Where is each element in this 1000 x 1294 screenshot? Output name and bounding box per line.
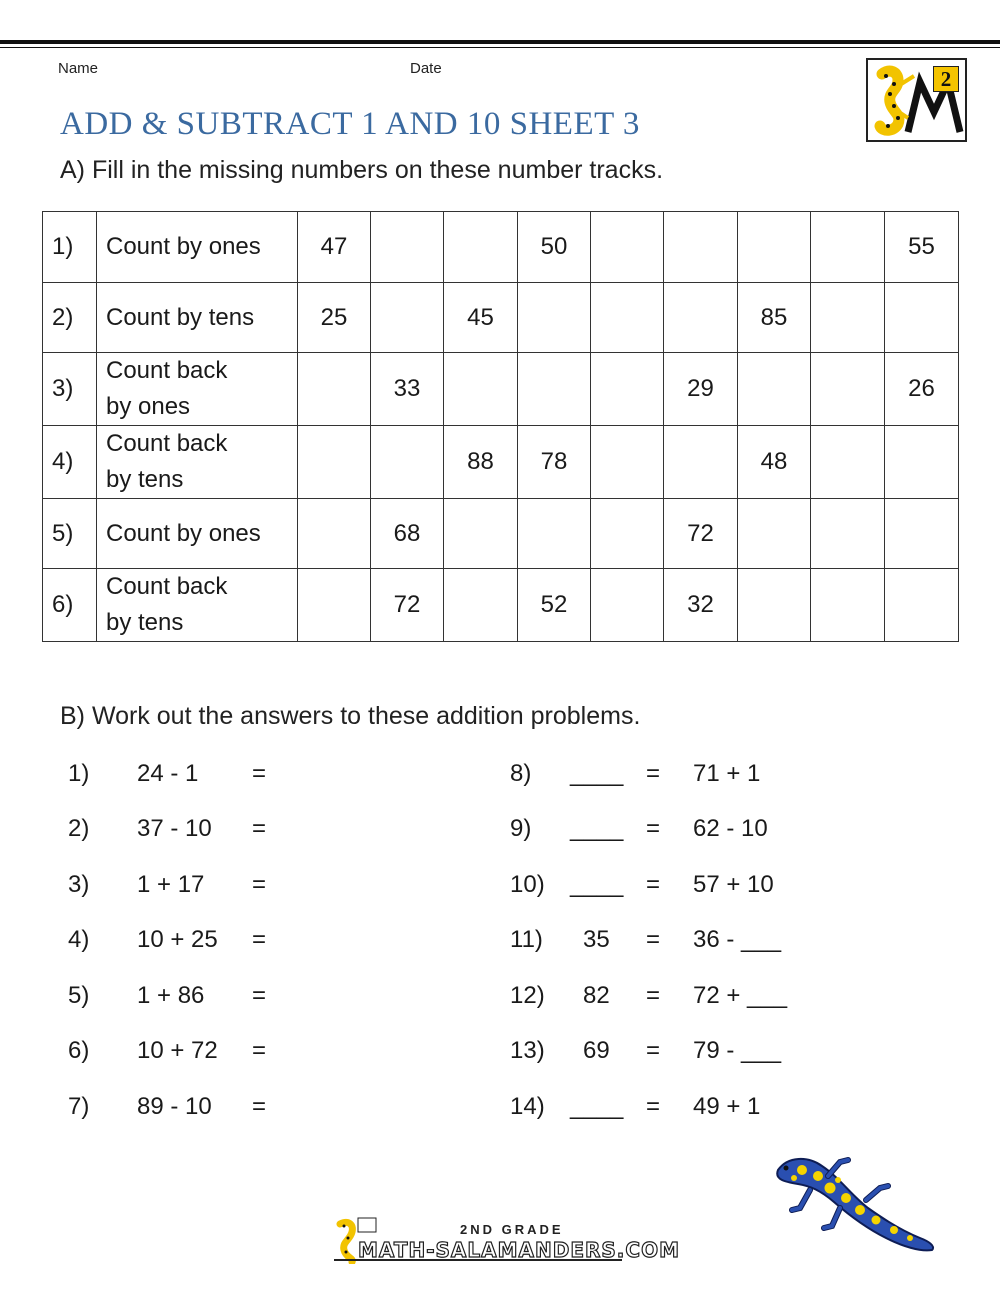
track-index: 1) — [43, 212, 97, 283]
track-blank-cell[interactable] — [518, 499, 591, 569]
track-number-cell: 55 — [885, 212, 959, 283]
problem-equals: = — [646, 871, 661, 898]
track-number-cell: 50 — [518, 212, 591, 283]
track-blank-cell[interactable] — [811, 426, 885, 499]
track-number-cell: 48 — [738, 426, 811, 499]
track-blank-cell[interactable] — [591, 426, 664, 499]
track-blank-cell[interactable] — [664, 426, 738, 499]
problem-equals: = — [646, 815, 661, 842]
answer-blank[interactable]: ____ — [570, 815, 624, 842]
answer-blank[interactable]: ____ — [570, 1093, 624, 1120]
problem-number: 5) — [68, 982, 90, 1009]
track-row — [43, 569, 959, 642]
problem-number: 11) — [510, 926, 543, 953]
track-blank-cell[interactable] — [444, 499, 518, 569]
track-blank-cell[interactable] — [885, 426, 959, 499]
track-blank-cell[interactable] — [444, 353, 518, 426]
track-description — [97, 212, 298, 283]
footer-site-name: MATH-SALAMANDERS.COM — [358, 1238, 680, 1262]
track-blank-cell[interactable] — [664, 283, 738, 353]
track-number-cell: 72 — [664, 499, 738, 569]
track-description — [97, 569, 298, 642]
problem-number: 3) — [68, 871, 90, 898]
problem-equals: = — [646, 926, 661, 953]
track-blank-cell[interactable] — [738, 353, 811, 426]
problem-expression: 49 + 1 — [693, 1093, 761, 1120]
problem-number: 10) — [510, 871, 545, 898]
track-blank-cell[interactable] — [371, 426, 444, 499]
track-blank-cell[interactable] — [444, 212, 518, 283]
track-number-cell: 33 — [371, 353, 444, 426]
track-blank-cell[interactable] — [885, 569, 959, 642]
problem-equals: = — [252, 760, 267, 787]
track-blank-cell[interactable] — [738, 569, 811, 642]
problem-number: 8) — [510, 760, 532, 787]
track-row — [43, 426, 959, 499]
track-row — [43, 499, 959, 569]
track-blank-cell[interactable] — [591, 499, 664, 569]
track-blank-cell[interactable] — [298, 353, 371, 426]
track-row — [43, 212, 959, 283]
problem-expression: 24 - 1 — [137, 760, 199, 787]
page-title: ADD & SUBTRACT 1 AND 10 SHEET 3 — [60, 106, 640, 142]
track-number-cell: 45 — [444, 283, 518, 353]
answer-blank[interactable]: ____ — [570, 760, 624, 787]
problem-expression: 36 - ___ — [693, 926, 782, 953]
track-blank-cell[interactable] — [298, 426, 371, 499]
problem-equals: = — [646, 1093, 661, 1120]
track-number-cell: 88 — [444, 426, 518, 499]
track-row — [43, 283, 959, 353]
track-index: 4) — [43, 426, 97, 499]
track-index: 2) — [43, 283, 97, 353]
track-blank-cell[interactable] — [811, 569, 885, 642]
track-number-cell: 52 — [518, 569, 591, 642]
track-blank-cell[interactable] — [811, 499, 885, 569]
track-description — [97, 499, 298, 569]
track-blank-cell[interactable] — [591, 353, 664, 426]
top-rule-thin — [0, 47, 1000, 48]
track-description — [97, 353, 298, 426]
problem-number: 12) — [510, 982, 545, 1009]
track-blank-cell[interactable] — [591, 569, 664, 642]
problem-expression: 71 + 1 — [693, 760, 761, 787]
problem-equals: = — [252, 1037, 267, 1064]
track-description-line: Count by ones — [106, 233, 261, 260]
track-blank-cell[interactable] — [518, 283, 591, 353]
answer-blank[interactable]: ____ — [570, 871, 624, 898]
track-blank-cell[interactable] — [738, 212, 811, 283]
track-number-cell: 78 — [518, 426, 591, 499]
problem-value: 69 — [583, 1037, 610, 1064]
problem-equals: = — [646, 982, 661, 1009]
section-b-instruction: B) Work out the answers to these addition problems. — [60, 702, 641, 730]
track-description-line: Count by ones — [106, 519, 261, 547]
problem-equals: = — [646, 1037, 661, 1064]
track-blank-cell[interactable] — [591, 212, 664, 283]
problem-expression: 89 - 10 — [137, 1093, 212, 1120]
track-blank-cell[interactable] — [444, 569, 518, 642]
problem-value: 82 — [583, 982, 610, 1009]
track-number-cell: 85 — [738, 283, 811, 353]
problem-expression: 1 + 17 — [137, 871, 205, 898]
track-number-cell: 72 — [371, 569, 444, 642]
problem-expression: 10 + 25 — [137, 926, 218, 953]
problem-number: 6) — [68, 1037, 90, 1064]
top-rule — [0, 40, 1000, 44]
track-blank-cell[interactable] — [738, 499, 811, 569]
track-blank-cell[interactable] — [591, 283, 664, 353]
problem-equals: = — [252, 815, 267, 842]
track-blank-cell[interactable] — [811, 212, 885, 283]
section-a-instruction: A) Fill in the missing numbers on these number tracks. — [60, 156, 664, 184]
problem-number: 7) — [68, 1093, 90, 1120]
problem-number: 4) — [68, 926, 90, 953]
track-description — [97, 283, 298, 353]
track-blank-cell[interactable] — [298, 499, 371, 569]
problem-expression: 72 + ___ — [693, 982, 788, 1009]
problem-number: 9) — [510, 815, 532, 842]
problem-expression: 10 + 72 — [137, 1037, 218, 1064]
problem-value: 35 — [583, 926, 610, 953]
problem-expression: 37 - 10 — [137, 815, 212, 842]
salamander-icon — [770, 1150, 940, 1260]
grade-badge: 2 — [933, 66, 959, 92]
name-label: Name — [58, 60, 99, 77]
track-description-line: Count back — [106, 573, 228, 600]
track-blank-cell[interactable] — [298, 569, 371, 642]
problem-expression: 62 - 10 — [693, 815, 768, 842]
track-blank-cell[interactable] — [664, 212, 738, 283]
track-description-line: by ones — [106, 393, 191, 420]
track-number-cell: 25 — [298, 283, 371, 353]
track-blank-cell[interactable] — [885, 283, 959, 353]
problem-number: 1) — [68, 760, 90, 787]
track-description-line: Count by tens — [106, 303, 255, 331]
problem-equals: = — [252, 982, 267, 1009]
track-description-line: Count back — [106, 357, 228, 384]
track-index: 3) — [43, 353, 97, 426]
track-description-line: by tens — [106, 609, 184, 636]
track-blank-cell[interactable] — [811, 283, 885, 353]
track-row — [43, 353, 959, 426]
problem-expression: 1 + 86 — [137, 982, 205, 1009]
track-blank-cell[interactable] — [518, 353, 591, 426]
track-number-cell: 32 — [664, 569, 738, 642]
problem-expression: 57 + 10 — [693, 871, 774, 898]
track-description-line: Count back — [106, 430, 228, 457]
track-number-cell: 29 — [664, 353, 738, 426]
track-index: 5) — [43, 499, 97, 569]
problem-equals: = — [646, 760, 661, 787]
problem-equals: = — [252, 1093, 267, 1120]
track-number-cell: 68 — [371, 499, 444, 569]
footer-grade-text: 2ND GRADE — [460, 1222, 564, 1237]
track-number-cell: 26 — [885, 353, 959, 426]
track-blank-cell[interactable] — [811, 353, 885, 426]
track-blank-cell[interactable] — [371, 283, 444, 353]
track-blank-cell[interactable] — [371, 212, 444, 283]
track-index: 6) — [43, 569, 97, 642]
number-tracks-table — [42, 211, 959, 642]
track-description — [97, 426, 298, 499]
problem-number: 13) — [510, 1037, 545, 1064]
date-label: Date — [410, 60, 442, 77]
grade-logo — [866, 58, 967, 142]
problem-equals: = — [252, 926, 267, 953]
problem-expression: 79 - ___ — [693, 1037, 782, 1064]
problem-number: 2) — [68, 815, 90, 842]
problem-equals: = — [252, 871, 267, 898]
track-description-line: by tens — [106, 466, 184, 493]
problem-number: 14) — [510, 1093, 545, 1120]
track-number-cell: 47 — [298, 212, 371, 283]
track-blank-cell[interactable] — [885, 499, 959, 569]
